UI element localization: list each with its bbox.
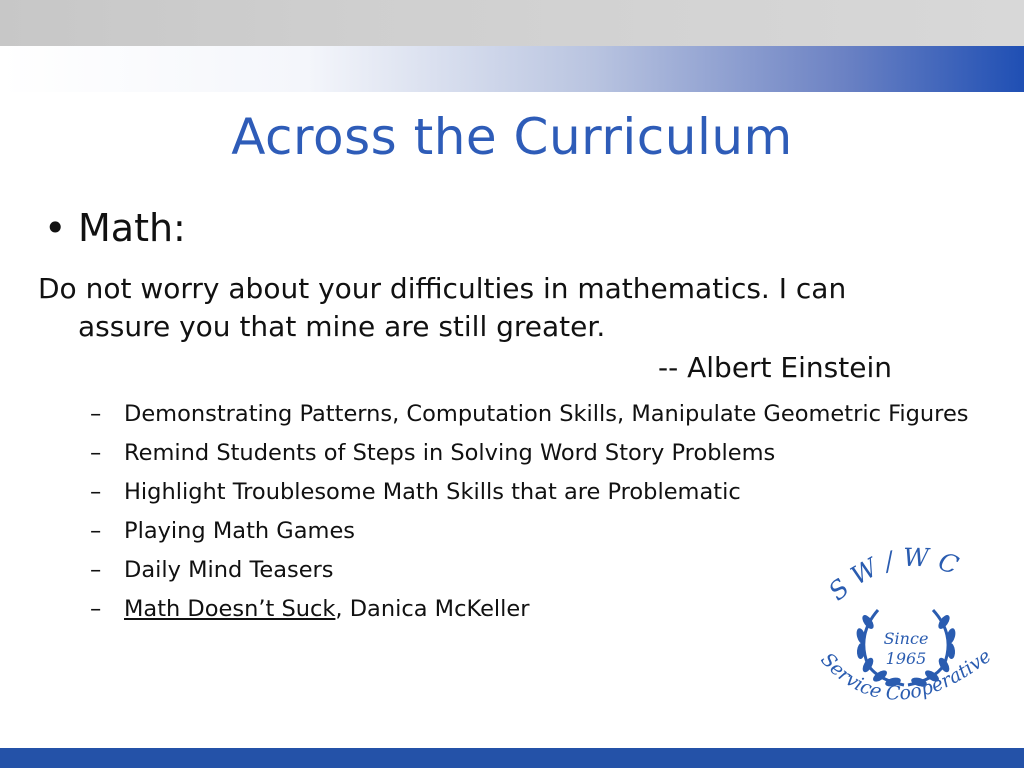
logo-since-text: Since	[883, 629, 929, 648]
dash-marker: –	[90, 401, 102, 427]
quote-attribution: -- Albert Einstein	[658, 351, 892, 384]
quote-line-1: Do not worry about your difficulties in mathematics. I can	[38, 272, 847, 305]
dash-marker: –	[90, 557, 102, 583]
list-item-text: Demonstrating Patterns, Computation Skills, Manipulate Geometric Figures	[124, 401, 969, 427]
quote-line-2: assure you that mine are still greater.	[78, 310, 606, 343]
list-item-text: Playing Math Games	[124, 518, 356, 544]
dash-marker: –	[90, 518, 102, 544]
list-item-text: Daily Mind Teasers	[124, 557, 334, 583]
dash-marker: –	[90, 596, 102, 622]
dash-marker: –	[90, 479, 102, 505]
einstein-quote	[38, 270, 998, 346]
bullet-heading: Math:	[78, 206, 186, 250]
logo-bottom-text: Service Cooperative	[816, 644, 996, 705]
list-item	[90, 437, 1020, 469]
list-item	[90, 398, 1020, 430]
logo-top-text: S W / W C	[822, 542, 963, 607]
slide-title: Across the Curriculum	[231, 108, 793, 166]
list-item	[90, 476, 1020, 508]
list-item-text: Highlight Troublesome Math Skills that are Problematic	[124, 479, 741, 505]
footer-band	[0, 748, 1024, 768]
dash-marker: –	[90, 440, 102, 466]
list-item-text: Remind Students of Steps in Solving Word Story Problems	[124, 440, 776, 466]
bullet-math	[44, 206, 186, 250]
header-gray-band	[0, 0, 1024, 46]
logo-year-text: 1965	[885, 649, 927, 668]
header-gradient-band	[0, 46, 1024, 92]
book-author: , Danica McKeller	[335, 596, 530, 622]
bullet-marker: •	[44, 206, 67, 250]
book-link[interactable]: Math Doesn’t Suck	[124, 596, 336, 622]
sw-wc-service-cooperative-logo	[808, 540, 1008, 730]
